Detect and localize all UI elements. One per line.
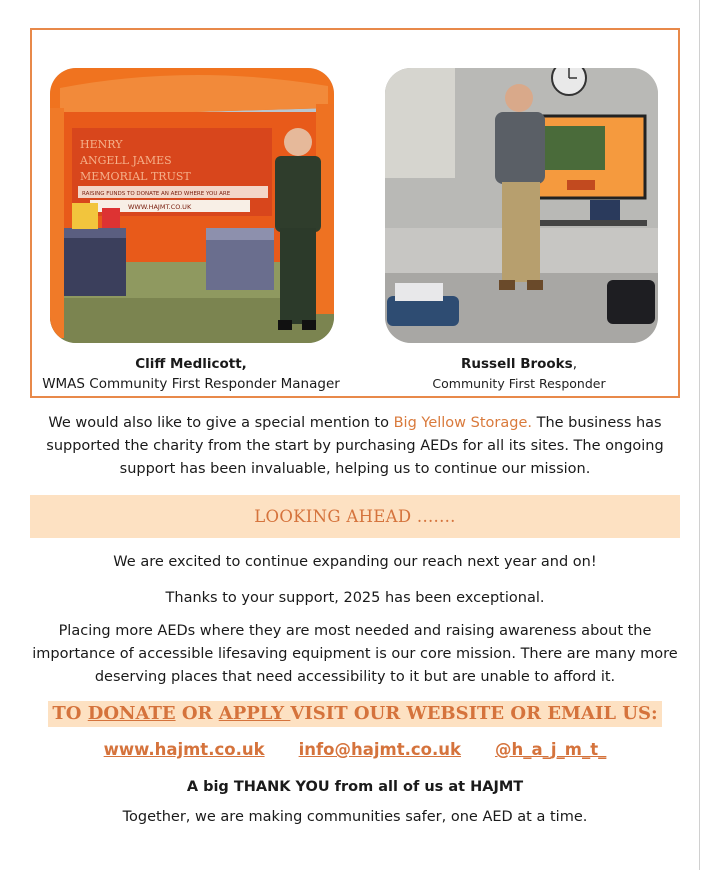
social-handle-link[interactable]: @h_a_j_m_t_ [494,740,607,759]
banner-text-line1: HENRY [80,138,123,151]
mention-after: The business has supported the charity from the start by purchasing AEDs for all its sites. The ongoing support has been invaluable, helping us to continue our mission. [46,415,664,477]
photo-frame [30,28,680,398]
thank-you-line: A big THANK YOU from all of us at HAJMT [186,779,524,795]
cta-donate: DONATE [87,703,176,724]
banner-text-line3: MEMORIAL TRUST [80,170,191,183]
email-link[interactable]: info@hajmt.co.uk [298,740,461,759]
person-name: Russell Brooks [461,356,573,372]
call-to-action [30,701,680,727]
section-heading: LOOKING AHEAD ....... [254,507,456,526]
cta-text [48,701,661,727]
person-name: Cliff Medlicott, [135,356,247,372]
cta-to: TO [52,703,88,724]
photo-cliff-medlicott [50,68,334,343]
mention-highlight: Big Yellow Storage. [393,415,532,431]
contact-links [30,740,680,759]
paragraph-expanding: We are excited to continue expanding our reach next year and on! [113,554,597,570]
paragraph-mission: Placing more AEDs where they are most needed and raising awareness about the importance of accessible lifesaving equipment is our core mission. There are many more deserving places that need accessibility to it but are unable to afford it. [32,623,678,685]
paragraph-thanks-2025: Thanks to your support, 2025 has been exceptional. [165,590,545,606]
banner-url-text: WWW.HAJMT.CO.UK [128,203,192,211]
section-heading-band [30,495,680,538]
cta-or: OR [175,703,219,724]
person-role: WMAS Community First Responder Manager [42,376,340,392]
caption-cliff [32,354,350,394]
photo-russell-brooks [385,68,658,343]
person-name-suffix: , [572,356,577,372]
mention-before: We would also like to give a special mention to [48,415,394,431]
banner-strip-text: RAISING FUNDS TO DONATE AN AED WHERE YOU ARE [82,191,231,197]
person-name-line [380,354,658,374]
caption-russell [380,354,658,394]
cta-apply: APPLY [218,703,291,724]
page-edge [699,0,713,870]
special-mention [30,412,680,481]
banner-text-line2: ANGELL JAMES [80,154,172,167]
closing-line: Together, we are making communities safer, one AED at a time. [122,809,588,825]
person-role: Community First Responder [432,376,606,391]
cta-rest: VISIT OUR WEBSITE OR EMAIL US: [290,703,658,724]
website-link[interactable]: www.hajmt.co.uk [103,740,265,759]
